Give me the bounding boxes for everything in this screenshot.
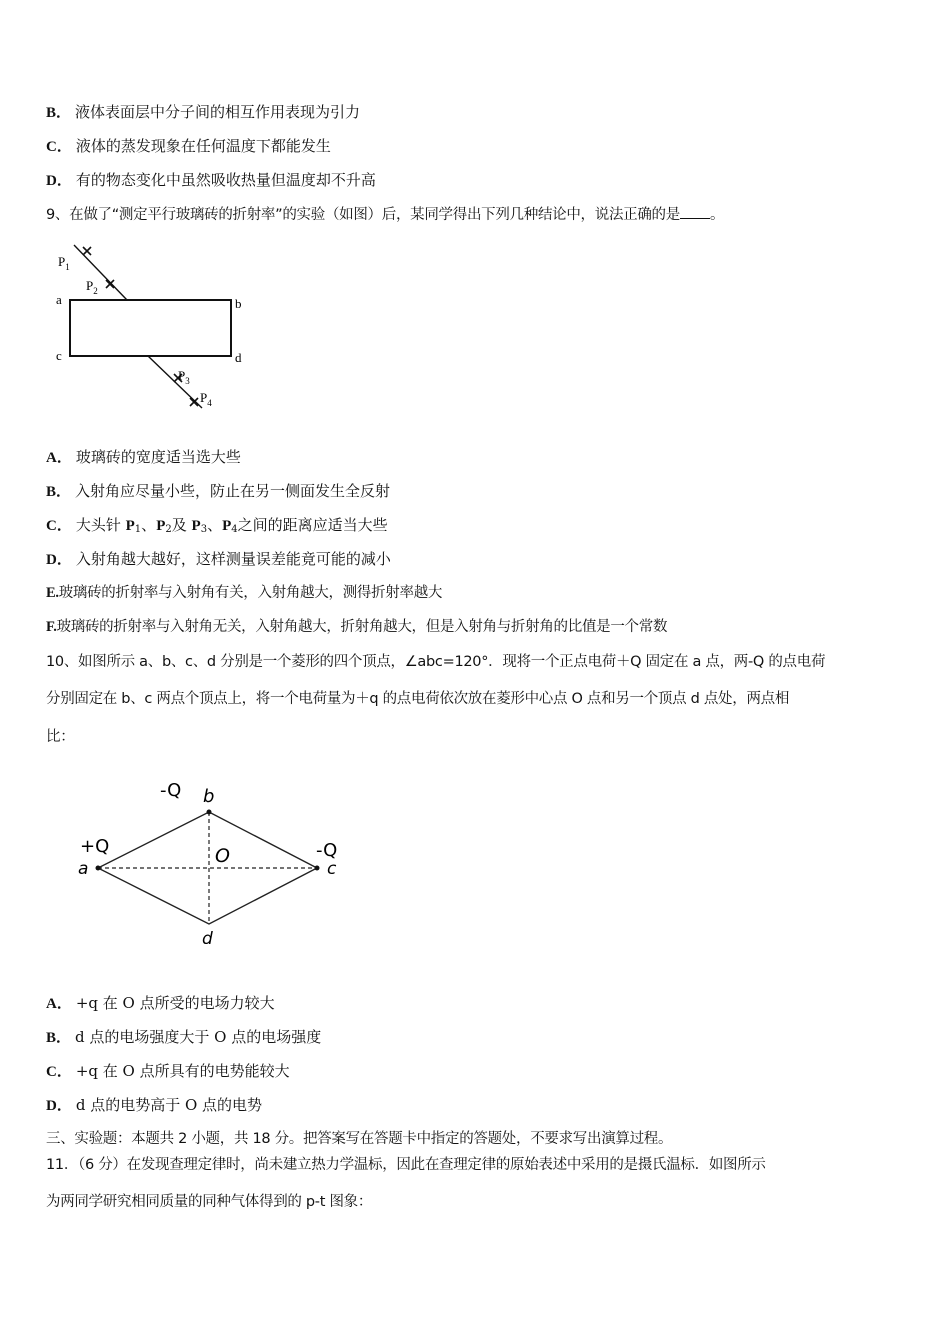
- option-text: +q 在 O 点所受的电场力较大: [75, 994, 275, 1012]
- charge-b: -Q: [160, 780, 182, 801]
- pin-sub: 1: [134, 524, 142, 535]
- option-text-part: 之间的距离应适当大些: [237, 516, 388, 534]
- corner-d: d: [235, 350, 242, 365]
- corner-b: b: [235, 296, 242, 311]
- point-d: d: [202, 929, 213, 949]
- pin-p: P: [156, 518, 166, 534]
- q10-option-d: [46, 1095, 262, 1116]
- option-label: B．: [46, 105, 72, 121]
- option-label: A．: [46, 450, 72, 466]
- option-label: D．: [46, 1098, 72, 1114]
- charge-c: -Q: [316, 840, 338, 861]
- q8-option-d: [46, 170, 376, 191]
- pin-p: P: [191, 518, 201, 534]
- answer-blank: [680, 204, 710, 219]
- separator: 、: [207, 516, 223, 534]
- q8-option-c: [46, 136, 331, 157]
- option-label: C．: [46, 518, 72, 534]
- charge-a: +Q: [80, 836, 110, 857]
- option-label: B．: [46, 484, 72, 500]
- option-label: B．: [46, 1030, 72, 1046]
- q9-option-e: [46, 583, 442, 603]
- glass-brick-diagram: [50, 240, 260, 415]
- separator: 、: [141, 516, 157, 534]
- option-text-part: 大头针: [75, 516, 126, 534]
- q9-option-d: [46, 549, 391, 570]
- pin-label-p2: $P_2$: [86, 278, 98, 296]
- point-c: c: [327, 859, 337, 879]
- pin-label-p1: $P_1$: [58, 254, 70, 272]
- q10-option-a: [46, 993, 275, 1014]
- option-label: D．: [46, 552, 72, 568]
- option-label: E.: [46, 585, 59, 601]
- option-text: 液体表面层中分子间的相互作用表现为引力: [75, 103, 361, 121]
- pin-p: P: [222, 518, 232, 534]
- option-label: F.: [46, 619, 57, 635]
- pin-sub: 2: [165, 524, 172, 535]
- option-label: A．: [46, 996, 72, 1012]
- option-text: 入射角越大越好，这样测量误差能竟可能的减小: [75, 550, 391, 568]
- q9-option-a: [46, 447, 241, 468]
- q9-option-b: [46, 481, 390, 502]
- option-label: C．: [46, 1064, 72, 1080]
- option-text: 有的物态变化中虽然吸收热量但温度却不升高: [75, 171, 376, 189]
- point-b: b: [203, 786, 215, 807]
- point-a: a: [78, 859, 89, 879]
- q11-stem-line-1: 11．（6 分）在发现查理定律时，尚未建立热力学温标，因此在查理定律的原始表述中采用的是摄氏温标．如图所示: [46, 1157, 766, 1173]
- q8-option-b: [46, 102, 360, 123]
- q9-option-c: [46, 515, 388, 540]
- pin-label-p4: $P_4$: [200, 390, 212, 408]
- pin-sub: 4: [231, 524, 238, 535]
- option-text: +q 在 O 点所具有的电势能较大: [75, 1062, 290, 1080]
- corner-a: a: [56, 292, 62, 307]
- option-label: C．: [46, 139, 72, 155]
- q11-stem-line-2: 为两同学研究相同质量的同种气体得到的 p-t 图象：: [46, 1194, 373, 1210]
- option-text: 玻璃砖的宽度适当选大些: [75, 448, 241, 466]
- section-heading: 三、实验题：本题共 2 小题，共 18 分。把答案写在答题卡中指定的答题处，不要求写出演算过程。: [46, 1131, 673, 1147]
- q10-stem-line-1: 10、如图所示 a、b、c、d 分别是一个菱形的四个顶点，∠abc=120°．现将一个正点电荷＋Q 固定在 a 点，两-Q 的点电荷: [46, 654, 826, 670]
- q9-stem-text: 9、在做了“测定平行玻璃砖的折射率”的实验（如图）后，某同学得出下列几种结论中，说法正确的是: [46, 207, 680, 223]
- q10-option-b: [46, 1027, 321, 1048]
- q9-stem-end: 。: [709, 207, 725, 223]
- corner-c: c: [56, 348, 62, 363]
- pin-p: P: [125, 518, 135, 534]
- q10-stem-line-2: 分别固定在 b、c 两点个顶点上，将一个电荷量为＋q 的点电荷依次放在菱形中心点 O 点和另一个顶点 d 点处，两点相: [46, 691, 790, 707]
- q9-option-f: [46, 617, 667, 637]
- q9-stem: [46, 204, 724, 225]
- pin-label-p3: $P_3$: [178, 368, 190, 386]
- option-text: 玻璃砖的折射率与入射角无关，入射角越大，折射角越大，但是入射角与折射角的比值是一个常数: [56, 619, 668, 635]
- option-label: D．: [46, 173, 72, 189]
- point-o: O: [215, 845, 230, 867]
- option-text: 液体的蒸发现象在任何温度下都能发生: [75, 137, 331, 155]
- option-text: 玻璃砖的折射率与入射角有关，入射角越大，测得折射率越大: [58, 585, 443, 601]
- conjunction: 及: [171, 516, 192, 534]
- q10-stem-line-3: 比：: [46, 729, 75, 745]
- rhombus-charge-diagram: [70, 772, 360, 952]
- option-text: d 点的电场强度大于 O 点的电场强度: [75, 1028, 322, 1046]
- option-text: 入射角应尽量小些，防止在另一侧面发生全反射: [75, 482, 391, 500]
- option-text: d 点的电势高于 O 点的电势: [75, 1096, 263, 1114]
- pin-sub: 3: [200, 524, 208, 535]
- q10-option-c: [46, 1061, 290, 1082]
